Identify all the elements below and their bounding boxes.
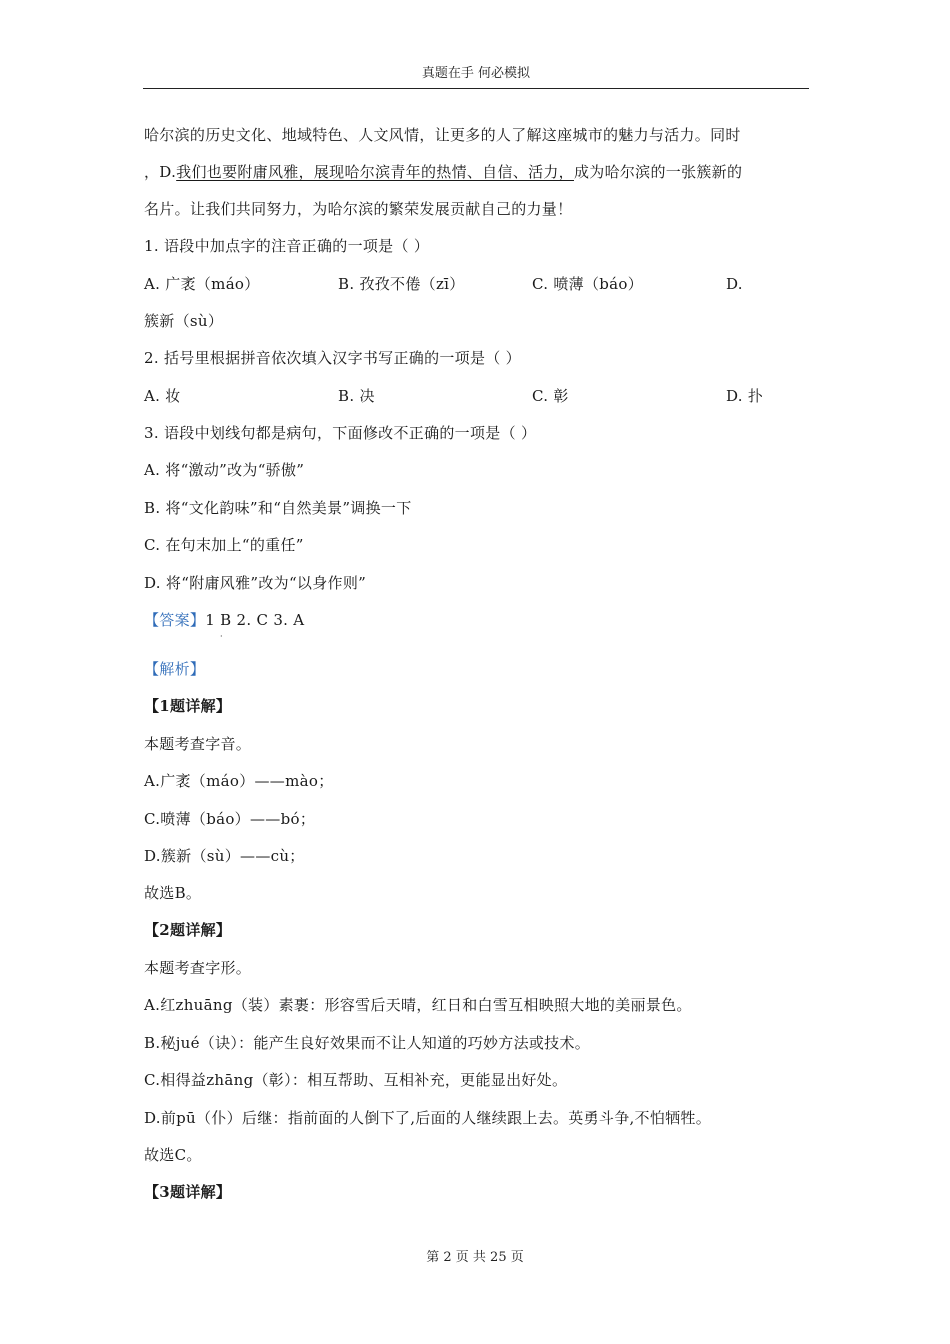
detail-2-line: D.前pū（仆）后继：指前面的人倒下了,后面的人继续跟上去。英勇斗争,不怕牺牲。 [144,1109,712,1127]
detail-2-title: 【2题详解】 [144,921,232,939]
detail-1-title: 【1题详解】 [144,697,232,715]
q2-option-c: C. 彰 [532,387,569,405]
detail-2-line: A.红zhuāng（装）素裹：形容雪后天晴，红日和白雪互相映照大地的美丽景色。 [144,996,692,1014]
passage-line-2 [144,162,742,182]
q3-option-b: B. 将“文化韵味”和“自然美景”调换一下 [144,499,412,517]
answer-line [144,610,304,630]
detail-2-line: C.相得益zhāng（彰）：相互帮助、互相补充，更能显出好处。 [144,1071,568,1089]
passage-line-2-prefix: ，D. [144,163,177,181]
question-1-options [144,274,810,294]
detail-1-line: C.喷薄（báo）——bó； [144,810,316,828]
q3-option-d: D. 将“附庸风雅”改为“以身作则” [144,574,367,592]
detail-1-line: A.广袤（máo）——mào； [144,772,334,790]
question-1-stem: 1. 语段中加点字的注音正确的一项是（ ） [144,237,430,255]
question-2-stem: 2. 括号里根据拼音依次填入汉字书写正确的一项是（ ） [144,349,521,367]
analysis-label: 【解析】 [144,660,206,678]
passage-line-2-suffix: 成为哈尔滨的一张簇新的 [573,163,743,181]
q2-option-a: A. 妆 [144,387,181,405]
detail-1-line: 本题考查字音。 [144,735,252,753]
q3-option-c: C. 在句末加上“的重任” [144,536,304,554]
q3-option-a: A. 将“激动”改为“骄傲” [144,461,305,479]
detail-2-line: 故选C。 [144,1146,202,1164]
q1-option-c: C. 喷薄（báo） [532,275,644,293]
page-number: 第 2 页 共 25 页 [426,1250,524,1265]
header-rule [143,88,809,89]
question-3-stem: 3. 语段中划线句都是病句，下面修改不正确的一项是（ ） [144,424,537,442]
detail-2-line: B.秘jué（诀）：能产生良好效果而不让人知道的巧妙方法或技术。 [144,1034,591,1052]
detail-3-title: 【3题详解】 [144,1183,232,1201]
stray-dot: · [220,632,223,641]
answer-text: 1 B 2. C 3. A [205,611,305,629]
question-2-options [144,386,810,406]
q2-option-b: B. 决 [338,387,375,405]
q1-option-b: B. 孜孜不倦（zī） [338,275,465,293]
detail-1-line: 故选B。 [144,884,202,902]
detail-1-line: D.簇新（sù）——cù； [144,847,305,865]
passage-line-3: 名片。让我们共同努力，为哈尔滨的繁荣发展贡献自己的力量！ [144,200,573,218]
q1-option-d: D. [726,275,743,293]
answer-label: 【答案】 [144,611,206,629]
q2-option-d: D. 扑 [726,387,764,405]
passage-line-1: 哈尔滨的历史文化、地域特色、人文风情，让更多的人了解这座城市的魅力与活力。同时 [144,126,741,144]
detail-2-line: 本题考查字形。 [144,959,252,977]
q1-option-a: A. 广袤（máo） [144,275,260,293]
underlined-sentence-d: 我们也要附庸风雅，展现哈尔滨青年的热情、自信、活力， [176,163,574,181]
page-header: 真题在手 何必模拟 [421,66,531,81]
q1-option-d-text: 簇新（sù） [144,312,224,330]
